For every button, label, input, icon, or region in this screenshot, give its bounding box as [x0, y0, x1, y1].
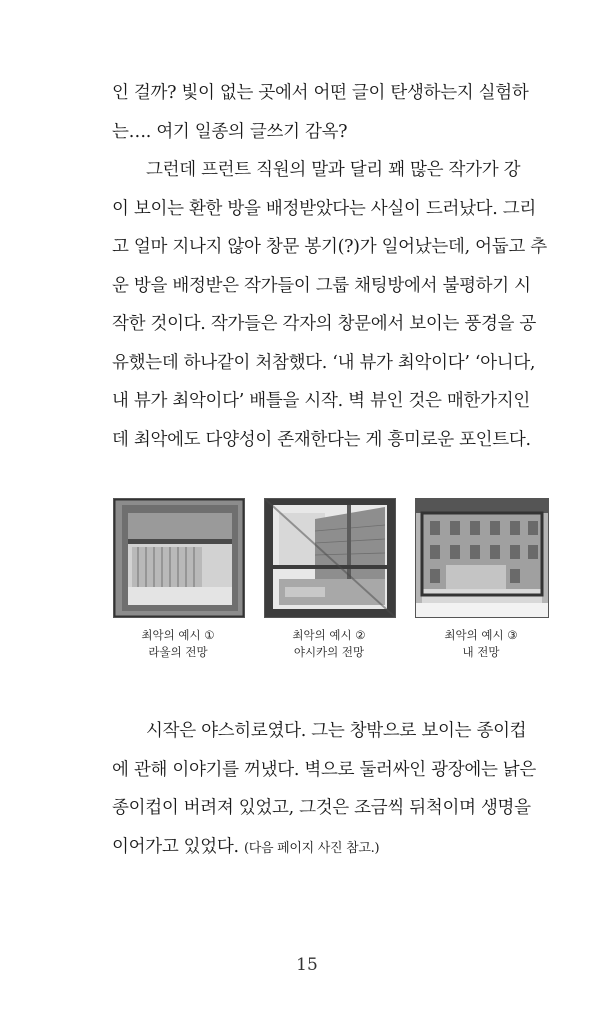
window-view-photo-3 [415, 498, 549, 618]
text-line-last [112, 828, 552, 869]
window-view-photo-2 [264, 498, 396, 618]
caption-line: 내 전망 [462, 645, 500, 659]
page-number: 15 [296, 955, 318, 975]
text-line: 고 얼마 지나지 않아 창문 봉기(?)가 일어났는데, 어둡고 추 [112, 237, 547, 257]
figure-caption-3 [411, 627, 551, 661]
text-line: 내 뷰가 최악이다’ 배틀을 시작. 벽 뷰인 것은 매한가지인 [112, 391, 530, 411]
text-line: 인 걸까? 빛이 없는 곳에서 어떤 글이 탄생하는지 실험하 [112, 83, 529, 103]
text-line: 는…. 여기 일종의 글쓰기 감옥? [112, 121, 348, 142]
window-view-photo-1 [113, 498, 245, 618]
text-line: 데 최악에도 다양성이 존재한다는 게 흥미로운 포인트다. [112, 429, 531, 450]
text-line: 종이컵이 버려져 있었고, 그것은 조금씩 뒤척이며 생명을 [112, 798, 531, 818]
caption-line: 최악의 예시 ② [292, 628, 366, 642]
caption-line: 라울의 전망 [148, 645, 208, 659]
text-line: 에 관해 이야기를 꺼냈다. 벽으로 둘러싸인 광장에는 낡은 [112, 759, 537, 780]
text-span: 이어가고 있었다. [112, 836, 239, 857]
paragraph-3 [112, 712, 552, 868]
text-line: 그런데 프런트 직원의 말과 달리 꽤 많은 작가가 강 [146, 160, 521, 180]
paragraph-2 [112, 151, 552, 459]
figure-caption-2 [259, 627, 399, 661]
text-line: 시작은 야스히로였다. 그는 창밖으로 보이는 종이컵 [146, 721, 527, 741]
figure-caption-1 [108, 627, 248, 661]
caption-line: 최악의 예시 ③ [444, 628, 518, 642]
text-line: 이 보이는 환한 방을 배정받았다는 사실이 드러났다. 그리 [112, 198, 537, 219]
caption-line: 최악의 예시 ① [141, 628, 215, 642]
paragraph-1 [112, 74, 552, 151]
photo-reference-note: (다음 페이지 사진 참고.) [244, 840, 380, 856]
text-line: 작한 것이다. 작가들은 각자의 창문에서 보이는 풍경을 공 [112, 314, 537, 334]
text-line: 운 방을 배정받은 작가들이 그룹 채팅방에서 불평하기 시 [112, 275, 531, 296]
caption-line: 야시카의 전망 [293, 645, 365, 659]
text-line: 유했는데 하나같이 처참했다. ‘내 뷰가 최악이다’ ‘아니다, [112, 352, 536, 373]
